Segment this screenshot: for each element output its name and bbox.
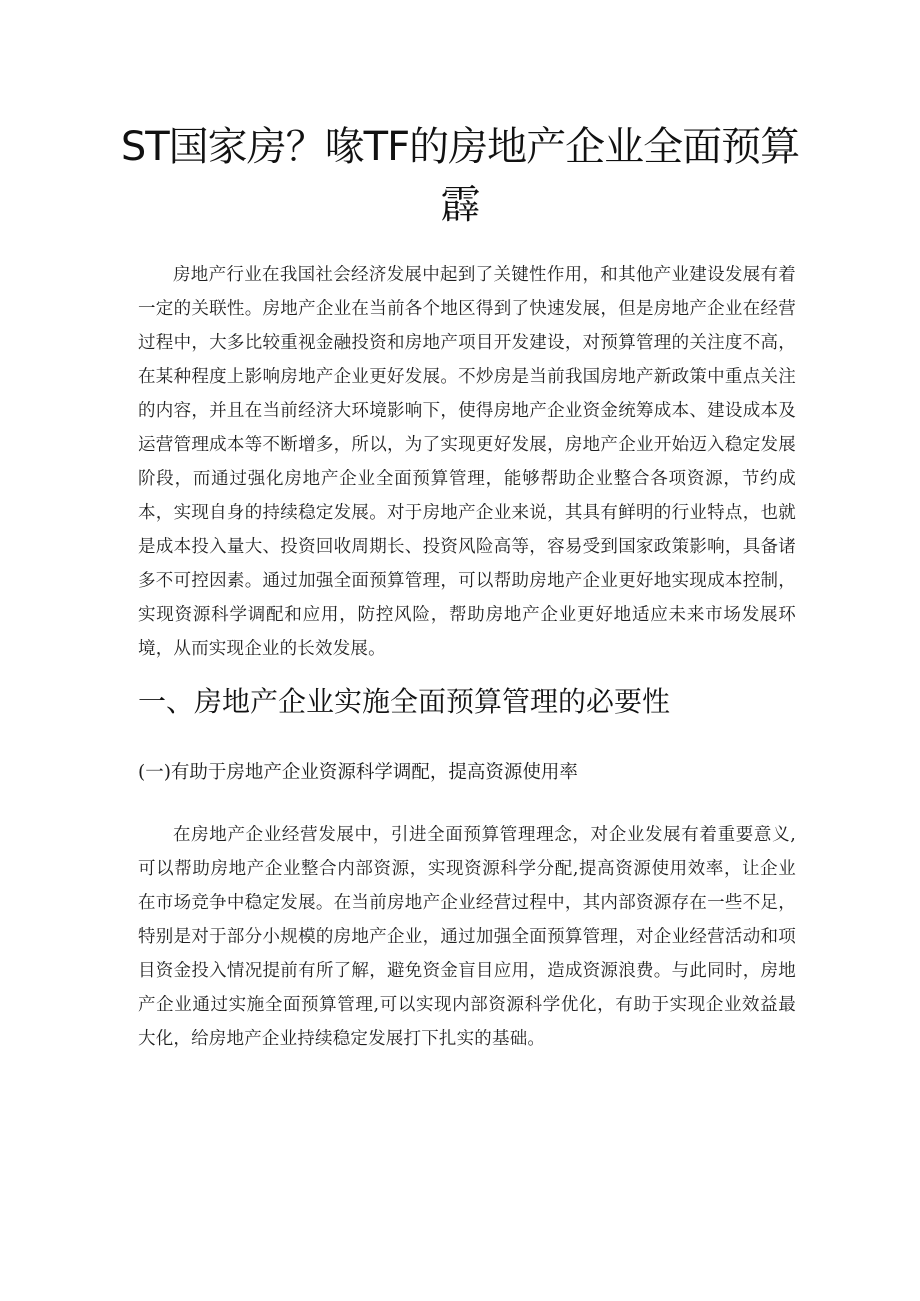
- section-heading: 一、房地产企业实施全面预算管理的必要性: [138, 685, 671, 718]
- intro-paragraph: 房地产行业在我国社会经济发展中起到了关键性作用，和其他产业建设发展有着一定的关联性。房地产企业在当前各个地区得到了快速发展，但是房地产企业在经营过程中，大多比较重视金融投资和房地产项目开发建设，对预算管理的关注度不高，在某种程度上影响房地产企业更好发展。不炒房是当前我国房地产新政策中重点关注的内容，并且在当前经济大环境影响下，使得房地产企业资金统筹成本、建设成本及运营管理成本等不断增多，所以，为了实现更好发展，房地产企业开始迈入稳定发展阶段，而通过强化房地产企业全面预算管理，能够帮助企业整合各项资源，节约成本，实现自身的持续稳定发展。对于房地产企业来说，其具有鲜明的行业特点，也就是成本投入量大、投资回收周期长、投资风险高等，容易受到国家政策影响，具备诸多不可控因素。通过加强全面预算管理，可以帮助房地产企业更好地实现成本控制，实现资源科学调配和应用，防控风险，帮助房地产企业更好地适应未来市场发展环境，从而实现企业的长效发展。: [138, 265, 796, 659]
- subsection-heading: (一)有助于房地产企业资源科学调配，提高资源使用率: [138, 762, 578, 783]
- document-title: ST国家房？喙TF的房地产企业全面预算 霹: [120, 124, 800, 228]
- subsection-paragraph: 在房地产企业经营发展中，引进全面预算管理理念，对企业发展有着重要意义,可以帮助房地产企业整合内部资源，实现资源科学分配,提高资源使用效率，让企业在市场竞争中稳定发展。在当前房地产企业经营过程中，其内部资源存在一些不足，特别是对于部分小规模的房地产企业，通过加强全面预算管理，对企业经营活动和项目资金投入情况提前有所了解，避免资金盲目应用，造成资源浪费。与此同时，房地产企业通过实施全面预算管理,可以实现内部资源科学优化，有助于实现企业效益最大化，给房地产企业持续稳定发展打下扎实的基础。: [138, 825, 796, 1049]
